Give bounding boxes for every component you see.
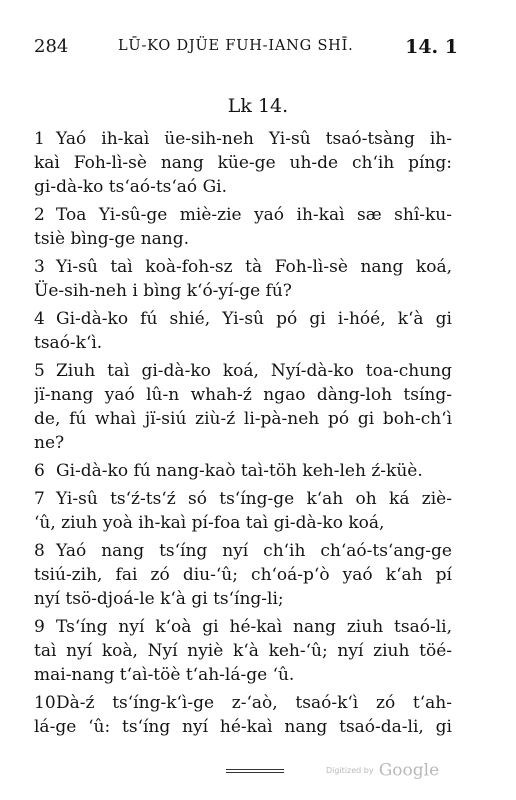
verse <box>34 487 452 535</box>
watermark-brand: Google <box>378 760 440 781</box>
verse <box>34 255 452 303</box>
verse-number: 2 <box>34 205 45 225</box>
verse-line: Gi-dà-ko fú nang-kaò taì-töh keh-leh ź-küè. <box>56 461 423 481</box>
verse <box>34 615 452 687</box>
verse <box>34 359 452 455</box>
verse-line: Ts‘íng nyí k‘oà gi hé-kaì nang ziuh tsaó-li, <box>56 617 452 637</box>
verse-line: de, fú whaì jï-siú ziù-ź li-pà-neh pó gi boh-ch‘ì <box>34 409 452 429</box>
verse-line: Yaó nang ts‘íng nyí ch‘ih ch‘aó-ts‘ang-ge <box>56 541 452 561</box>
verse-line: kaì Foh-lì-sè nang küe-ge uh-de ch‘ih píng: <box>34 153 452 173</box>
verse-line: jï-nang yaó lû-n whah-ź ngao dàng-loh tsíng- <box>34 385 452 405</box>
verse-line: Yi-sû taì koà-foh-sz tà Foh-lì-sè nang koá, <box>56 257 452 277</box>
chapter-reference: 14. 1 <box>405 36 458 58</box>
rule-line <box>226 772 284 773</box>
verse <box>34 539 452 611</box>
verse <box>34 691 452 739</box>
verse-line: tsiú-zih, fai zó diu-‘û; ch‘oá-p‘ò yaó k‘ah pí <box>34 565 452 585</box>
page-number: 284 <box>34 36 69 57</box>
verse-line: tsaó-k‘ì. <box>34 333 103 353</box>
verse-line: Yi-sû ts‘ź-ts‘ź só ts‘íng-ge k‘ah oh ká ziè- <box>56 489 452 509</box>
verse-number: 1 <box>34 129 45 149</box>
verse-number: 6 <box>34 461 45 481</box>
verse-line: Dà-ź ts‘íng-k‘ì-ge z-‘aò, tsaó-k‘ì zó t‘ah- <box>56 693 452 713</box>
verse-line: ne? <box>34 433 65 453</box>
verse-line: Ziuh taì gi-dà-ko koá, Nyí-dà-ko toa-chung <box>56 361 452 381</box>
verse-line: lá-ge ‘û: ts‘íng nyí hé-kaì nang tsaó-da-li, gi <box>34 717 452 737</box>
verse-line: Yaó ih-kaì üe-sih-neh Yi-sû tsaó-tsàng ih- <box>56 129 452 149</box>
verse <box>34 127 452 199</box>
verse-list <box>34 127 452 743</box>
verse-line: ‘û, ziuh yoà ih-kaì pí-foa taì gi-dà-ko koá, <box>34 513 385 533</box>
verse-number: 8 <box>34 541 45 561</box>
verse-line: gi-dà-ko ts‘aó-ts‘aó Gi. <box>34 177 227 197</box>
verse <box>34 203 452 251</box>
running-head <box>34 36 458 62</box>
running-title: LŪ-KO DJÜE FUH-IANG SHĪ. <box>118 38 354 54</box>
chapter-heading: Lk 14. <box>227 95 289 117</box>
verse-line: tsiè bìng-ge nang. <box>34 229 190 249</box>
verse-line: Gi-dà-ko fú shié, Yi-sû pó gi i-hóé, k‘à gi <box>56 309 452 329</box>
verse-line: Üe-sih-neh i bìng k‘ó-yí-ge fú? <box>34 281 292 301</box>
verse-line: mai-nang t‘aì-töè t‘ah-lá-ge ‘û. <box>34 665 295 685</box>
verse-number: 5 <box>34 361 45 381</box>
verse-line: taì nyí koà, Nyí nyiè k‘à keh-‘û; nyí ziuh töé- <box>34 641 452 661</box>
verse-number: 4 <box>34 309 45 329</box>
verse-number: 3 <box>34 257 45 277</box>
footer-rule <box>226 769 284 774</box>
verse-number: 10 <box>34 693 56 713</box>
verse-line: nyí tsö-djoá-le k‘à gi ts‘íng-li; <box>34 589 284 609</box>
rule-line <box>226 769 284 770</box>
watermark-prefix: Digitized by <box>326 766 374 775</box>
verse <box>34 459 452 483</box>
verse-number: 7 <box>34 489 45 509</box>
verse <box>34 307 452 355</box>
verse-line: Toa Yi-sû-ge miè-zie yaó ih-kaì sæ shî-ku- <box>56 205 452 225</box>
verse-number: 9 <box>34 617 45 637</box>
digitization-watermark <box>326 760 439 781</box>
